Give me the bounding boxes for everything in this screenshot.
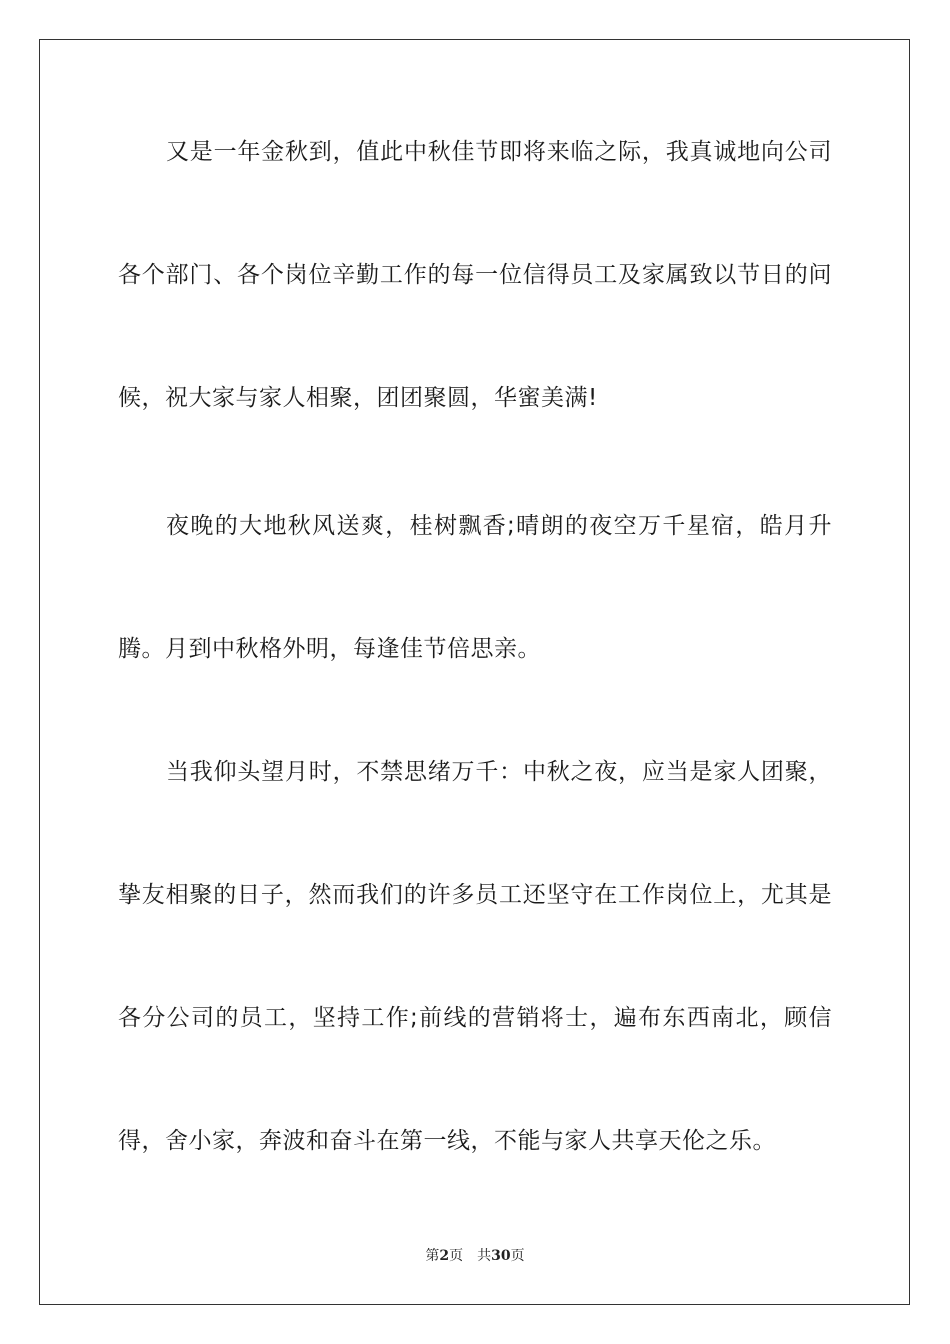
paragraph-2-line-2: 腾。月到中秋格外明，每逢佳节倍思亲。: [118, 636, 541, 662]
paragraph-2-line-1: 夜晚的大地秋风送爽，桂树飘香;晴朗的夜空万千星宿，皓月升: [166, 513, 832, 539]
paragraph-1-line-2: 各个部门、各个岗位辛勤工作的每一位信得员工及家属致以节日的问: [118, 262, 832, 288]
total-prefix: 共: [477, 1248, 492, 1264]
paragraph-3-line-1: 当我仰头望月时，不禁思绪万千：中秋之夜，应当是家人团聚，: [166, 759, 832, 785]
paragraph-1-line-1: 又是一年金秋到，值此中秋佳节即将来临之际，我真诚地向公司: [166, 139, 832, 165]
total-pages: 30: [491, 1248, 511, 1264]
page-prefix: 第: [425, 1248, 440, 1264]
page-suffix: 页: [449, 1248, 464, 1264]
paragraph-3-line-2: 挚友相聚的日子，然而我们的许多员工还坚守在工作岗位上，尤其是: [118, 882, 832, 908]
paragraph-3-line-3: 各分公司的员工，坚持工作;前线的营销将士，遍布东西南北，顾信: [118, 1005, 832, 1031]
total-suffix: 页: [510, 1248, 525, 1264]
paragraph-1-line-3: 候，祝大家与家人相聚，团团聚圆，华蜜美满!: [118, 385, 598, 411]
page-number: 2: [439, 1248, 450, 1264]
page-frame: [39, 39, 910, 1305]
paragraph-3-line-4: 得，舍小家，奔波和奋斗在第一线，不能与家人共享天伦之乐。: [118, 1128, 776, 1154]
page-footer: [0, 1247, 950, 1265]
